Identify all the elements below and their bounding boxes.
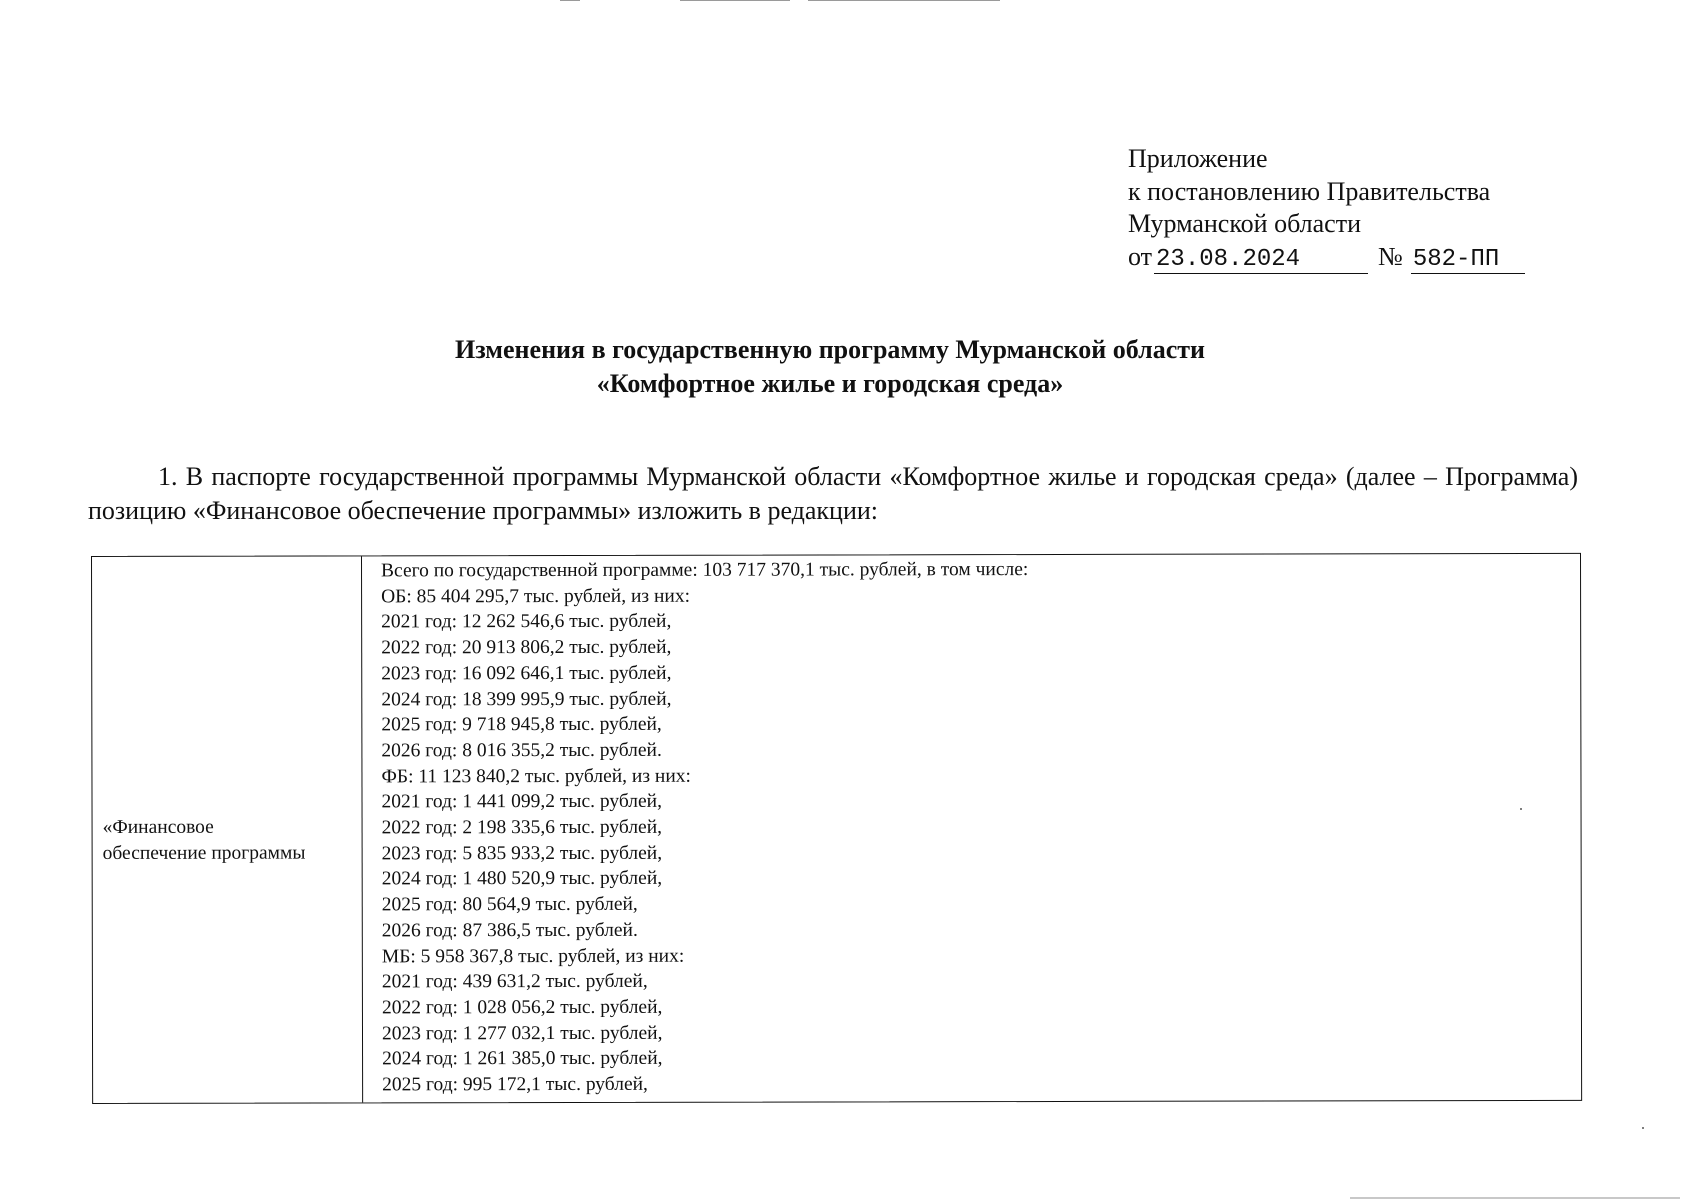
date-prefix: от: [1128, 241, 1153, 271]
appendix-line: Приложение: [1128, 144, 1268, 173]
table-label-cell: [92, 556, 363, 1103]
table-value-cell: [362, 554, 1581, 1103]
financing-line: 2024 год: 1 480 520,9 тыс. рублей,: [381, 868, 663, 890]
scan-artifact-speck: [1642, 1127, 1644, 1129]
body-paragraph: 1. В паспорте государственной программы Мурманской области «Комфортное жилье и городская среда» (далее – Программа) позицию «Финансовое обеспечение программы» изложить в редакции:: [88, 462, 1578, 525]
financing-line: ФБ: 11 123 840,2 тыс. рублей, из них:: [381, 765, 691, 788]
financing-line: 2022 год: 1 028 056,2 тыс. рублей,: [381, 996, 663, 1019]
title-line: «Комфортное жилье и городская среда»: [596, 369, 1064, 398]
decree-number: 582-ПП: [1411, 247, 1525, 274]
financing-line: 2023 год: 1 277 032,1 тыс. рублей,: [381, 1022, 663, 1045]
financing-line: 2024 год: 18 399 995,9 тыс. рублей,: [381, 688, 672, 710]
financing-line: 2021 год: 12 262 546,6 тыс. рублей,: [381, 611, 672, 633]
financing-line: 2023 год: 16 092 646,1 тыс. рублей,: [381, 662, 672, 685]
table-label-line: обеспечение программы: [102, 842, 306, 864]
financing-line: 2025 год: 9 718 945,8 тыс. рублей,: [381, 714, 662, 736]
financing-line: 2025 год: 80 564,9 тыс. рублей,: [381, 893, 638, 916]
financing-table: [91, 553, 1582, 1104]
financing-line: 2025 год: 995 172,1 тыс. рублей,: [382, 1073, 648, 1096]
financing-line: 2023 год: 5 835 933,2 тыс. рублей,: [381, 842, 663, 865]
financing-line: Всего по государственной программе: 103 717 370,1 тыс. рублей, в том числе:: [381, 559, 1029, 582]
financing-line: 2021 год: 439 631,2 тыс. рублей,: [381, 971, 648, 993]
title-line: Изменения в государственную программу Мурманской области: [455, 335, 1205, 364]
financing-line: 2022 год: 2 198 335,6 тыс. рублей,: [381, 816, 663, 839]
appendix-line: Мурманской области: [1128, 209, 1361, 238]
financing-line: 2026 год: 8 016 355,2 тыс. рублей.: [381, 739, 662, 762]
scan-artifact-top-line: [680, 0, 790, 1]
appendix-date-number-line: [1128, 241, 1525, 274]
financing-line: ОБ: 85 404 295,7 тыс. рублей, из них:: [381, 585, 691, 608]
table-label-line: «Финансовое: [102, 816, 214, 838]
scan-artifact-bottom-line: [1350, 1197, 1680, 1199]
financing-line: 2022 год: 20 913 806,2 тыс. рублей,: [381, 636, 672, 659]
financing-line: 2021 год: 1 441 099,2 тыс. рублей,: [381, 791, 662, 813]
financing-line: 2024 год: 1 261 385,0 тыс. рублей,: [382, 1048, 663, 1070]
financing-line: МБ: 5 958 367,8 тыс. рублей, из них:: [381, 945, 685, 967]
document-title: [0, 333, 1660, 401]
scan-artifact-top-line: [808, 0, 1000, 1]
decree-date: 23.08.2024: [1154, 247, 1368, 274]
financing-line: 2026 год: 87 386,5 тыс. рублей.: [381, 919, 638, 942]
appendix-line: к постановлению Правительства: [1128, 176, 1491, 206]
number-prefix: №: [1378, 241, 1403, 271]
appendix-header: [1128, 143, 1525, 274]
scan-artifact-top-line: [560, 0, 580, 1]
